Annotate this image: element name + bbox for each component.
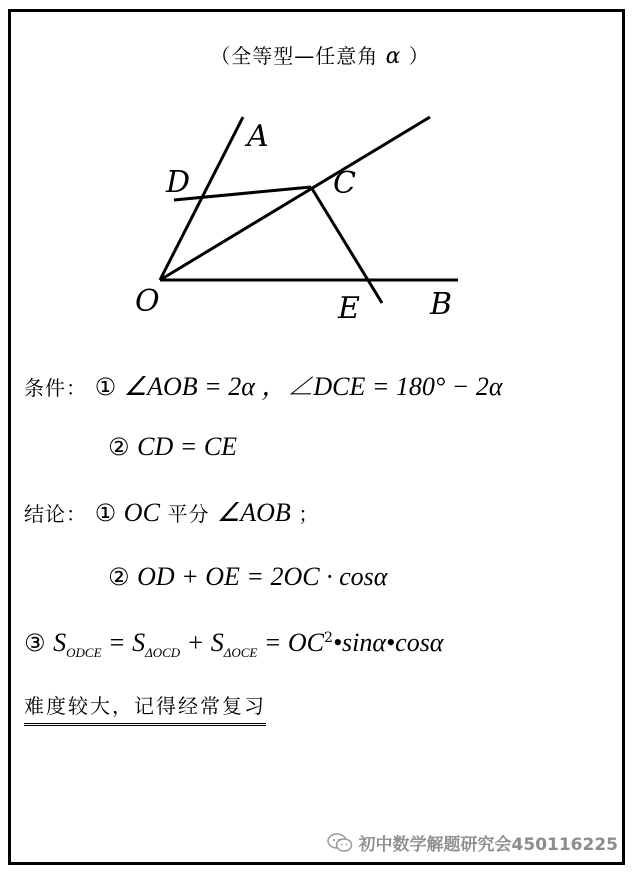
conclusion-1-angle: ∠AOB — [216, 498, 291, 527]
conclusion-3-sub-ocd: ΔOCD — [145, 644, 181, 660]
label-d: D — [166, 165, 191, 200]
condition-2-number: ② — [108, 433, 130, 461]
title-alpha: α — [385, 44, 402, 69]
conclusion-1-number: ① — [94, 499, 117, 527]
condition-line-2 — [108, 432, 237, 462]
conclusion-2-number: ② — [108, 563, 130, 591]
label-e: E — [338, 291, 360, 326]
label-c: C — [333, 166, 356, 201]
conclusion-2-text: OD + OE = 2OC · cosα — [137, 562, 388, 591]
conclusion-line-3 — [24, 628, 443, 661]
summary-note: 难度较大，记得经常复习 — [24, 690, 266, 726]
title-close: ） — [408, 44, 430, 68]
label-b: B — [430, 287, 453, 322]
conclusion-3-number: ③ — [24, 629, 46, 657]
label-o: O — [135, 284, 160, 319]
conclusion-3-sub-oce: ΔOCE — [223, 644, 258, 660]
conclusion-3-s1: S — [53, 628, 67, 657]
condition-line-1 — [24, 366, 502, 403]
watermark-text: 初中数学解题研究会450116225 — [358, 835, 618, 855]
condition-1-text: ∠AOB = 2α ，∠DCE = 180° − 2α — [123, 372, 503, 401]
conclusion-1-semicolon: ； — [298, 502, 320, 526]
geometry-figure — [0, 0, 640, 340]
conclusion-3-plus: + S — [180, 628, 224, 657]
conclusion-3-tail: •sinα•cosα — [332, 628, 444, 657]
label-a: A — [247, 119, 269, 154]
title-text: （全等型—任意角 — [210, 44, 379, 68]
conclusion-1-oc: OC — [123, 498, 160, 527]
conclusion-3-eq1: = S — [101, 628, 146, 657]
condition-2-text: CD = CE — [137, 432, 238, 461]
conclusion-3-sub-odce: ODCE — [66, 644, 102, 660]
conclusion-line-2 — [108, 562, 387, 592]
conclusion-3-oc: = OC — [257, 628, 325, 657]
condition-1-number: ① — [94, 373, 117, 401]
conclusion-line-1 — [24, 498, 319, 528]
conclusion-1-bisects: 平分 — [167, 502, 217, 526]
segment-dc — [174, 187, 311, 200]
wechat-icon — [327, 833, 353, 853]
conclusions-label: 结论： — [24, 502, 87, 526]
segment-ce — [311, 187, 382, 303]
conditions-label: 条件： — [24, 376, 87, 400]
watermark — [327, 830, 618, 855]
conclusion-3-sup: 2 — [324, 630, 333, 646]
